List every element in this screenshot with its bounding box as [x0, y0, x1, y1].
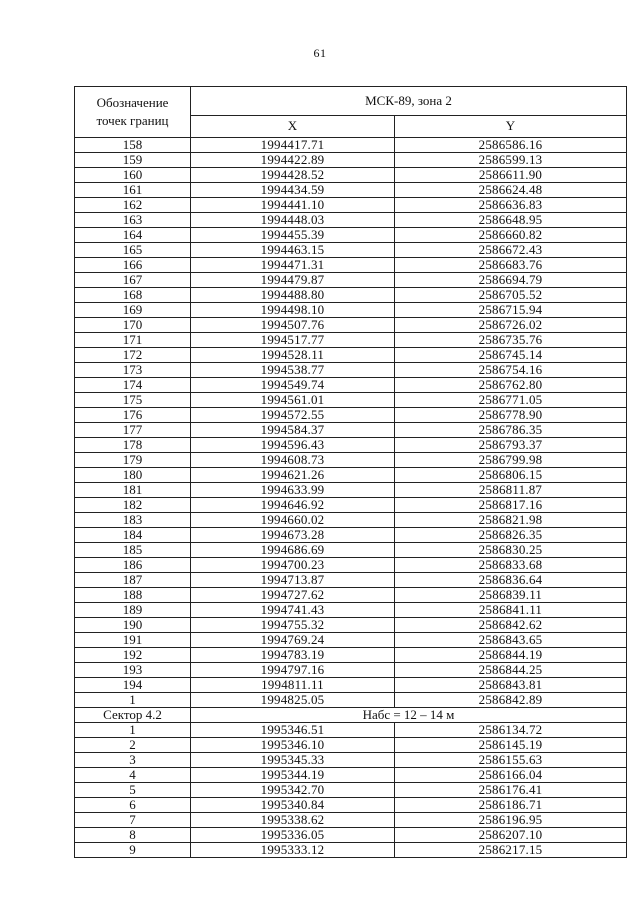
y-value-cell: 2586844.19 [395, 648, 627, 663]
point-cell: 9 [75, 843, 191, 858]
table-row [75, 153, 627, 168]
table-row [75, 693, 627, 708]
y-value-cell: 2586836.64 [395, 573, 627, 588]
y-value-cell: 2586683.76 [395, 258, 627, 273]
x-value-cell: 1994549.74 [191, 378, 395, 393]
table-row [75, 168, 627, 183]
point-cell: 174 [75, 378, 191, 393]
point-header-line1: Обозначение [96, 95, 169, 110]
x-value-cell: 1995340.84 [191, 798, 395, 813]
x-value-cell: 1994441.10 [191, 198, 395, 213]
y-value-cell: 2586715.94 [395, 303, 627, 318]
page-number: 61 [313, 46, 327, 60]
point-cell: 167 [75, 273, 191, 288]
point-cell: 169 [75, 303, 191, 318]
table-row [75, 678, 627, 693]
y-value-cell: 2586771.05 [395, 393, 627, 408]
table-row [75, 438, 627, 453]
point-cell: 176 [75, 408, 191, 423]
x-value-cell: 1994741.43 [191, 603, 395, 618]
table-row [75, 498, 627, 513]
section-row [75, 708, 627, 723]
table-row [75, 288, 627, 303]
y-value-cell: 2586611.90 [395, 168, 627, 183]
table-row [75, 558, 627, 573]
x-value-cell: 1994528.11 [191, 348, 395, 363]
y-value-cell: 2586145.19 [395, 738, 627, 753]
point-cell: 177 [75, 423, 191, 438]
point-cell: 170 [75, 318, 191, 333]
x-value-cell: 1994700.23 [191, 558, 395, 573]
x-value-cell: 1994811.11 [191, 678, 395, 693]
point-cell: 191 [75, 633, 191, 648]
x-column-header: X [191, 115, 395, 137]
table-row [75, 843, 627, 858]
point-cell: 193 [75, 663, 191, 678]
y-value-cell: 2586705.52 [395, 288, 627, 303]
y-value-cell: 2586726.02 [395, 318, 627, 333]
table-row [75, 228, 627, 243]
point-cell: 190 [75, 618, 191, 633]
y-value-cell: 2586624.48 [395, 183, 627, 198]
table-row [75, 528, 627, 543]
y-value-cell: 2586806.15 [395, 468, 627, 483]
table-body-part2 [75, 723, 627, 858]
table-row [75, 378, 627, 393]
point-cell: 187 [75, 573, 191, 588]
x-value-cell: 1994479.87 [191, 273, 395, 288]
x-value-cell: 1995333.12 [191, 843, 395, 858]
point-cell: 4 [75, 768, 191, 783]
table-row [75, 753, 627, 768]
y-value-cell: 2586586.16 [395, 138, 627, 153]
y-value-cell: 2586842.62 [395, 618, 627, 633]
point-cell: 189 [75, 603, 191, 618]
point-cell: 164 [75, 228, 191, 243]
y-value-cell: 2586817.16 [395, 498, 627, 513]
table-row [75, 618, 627, 633]
point-cell: 175 [75, 393, 191, 408]
point-cell: 3 [75, 753, 191, 768]
point-cell: 173 [75, 363, 191, 378]
table-row [75, 138, 627, 153]
y-value-cell: 2586844.25 [395, 663, 627, 678]
x-value-cell: 1994797.16 [191, 663, 395, 678]
y-value-cell: 2586134.72 [395, 723, 627, 738]
y-value-cell: 2586799.98 [395, 453, 627, 468]
x-value-cell: 1994646.92 [191, 498, 395, 513]
y-value-cell: 2586207.10 [395, 828, 627, 843]
point-designation-header [75, 87, 191, 138]
table-row [75, 468, 627, 483]
table-row [75, 663, 627, 678]
y-value-cell: 2586186.71 [395, 798, 627, 813]
table-row [75, 783, 627, 798]
table-row [75, 273, 627, 288]
x-value-cell: 1994448.03 [191, 213, 395, 228]
x-value-cell: 1994517.77 [191, 333, 395, 348]
y-value-cell: 2586176.41 [395, 783, 627, 798]
y-value-cell: 2586843.81 [395, 678, 627, 693]
x-value-cell: 1994561.01 [191, 393, 395, 408]
x-value-cell: 1994417.71 [191, 138, 395, 153]
table-row [75, 258, 627, 273]
table-row [75, 333, 627, 348]
x-value-cell: 1995338.62 [191, 813, 395, 828]
x-value-cell: 1994434.59 [191, 183, 395, 198]
point-cell: 159 [75, 153, 191, 168]
table-row [75, 543, 627, 558]
x-value-cell: 1994471.31 [191, 258, 395, 273]
table-row [75, 303, 627, 318]
y-value-cell: 2586826.35 [395, 528, 627, 543]
point-cell: 180 [75, 468, 191, 483]
y-value-cell: 2586660.82 [395, 228, 627, 243]
point-cell: 7 [75, 813, 191, 828]
y-column-header: Y [395, 115, 627, 137]
x-value-cell: 1994633.99 [191, 483, 395, 498]
y-value-cell: 2586155.63 [395, 753, 627, 768]
table-row [75, 213, 627, 228]
table-row [75, 483, 627, 498]
y-value-cell: 2586599.13 [395, 153, 627, 168]
x-value-cell: 1994507.76 [191, 318, 395, 333]
point-cell: 1 [75, 693, 191, 708]
y-value-cell: 2586672.43 [395, 243, 627, 258]
point-cell: 171 [75, 333, 191, 348]
table-row [75, 393, 627, 408]
point-cell: 182 [75, 498, 191, 513]
table-row [75, 768, 627, 783]
section-divider [75, 708, 627, 723]
x-value-cell: 1994596.43 [191, 438, 395, 453]
x-value-cell: 1994727.62 [191, 588, 395, 603]
table-row [75, 243, 627, 258]
y-value-cell: 2586166.04 [395, 768, 627, 783]
point-cell: 185 [75, 543, 191, 558]
y-value-cell: 2586762.80 [395, 378, 627, 393]
y-value-cell: 2586778.90 [395, 408, 627, 423]
x-value-cell: 1994572.55 [191, 408, 395, 423]
point-cell: 6 [75, 798, 191, 813]
y-value-cell: 2586811.87 [395, 483, 627, 498]
table-row [75, 408, 627, 423]
table-row [75, 573, 627, 588]
y-value-cell: 2586745.14 [395, 348, 627, 363]
table-row [75, 588, 627, 603]
x-value-cell: 1995344.19 [191, 768, 395, 783]
y-value-cell: 2586694.79 [395, 273, 627, 288]
table-row [75, 828, 627, 843]
table-row [75, 183, 627, 198]
y-value-cell: 2586843.65 [395, 633, 627, 648]
y-value-cell: 2586839.11 [395, 588, 627, 603]
point-cell: 179 [75, 453, 191, 468]
point-cell: 162 [75, 198, 191, 213]
point-cell: 5 [75, 783, 191, 798]
x-value-cell: 1994825.05 [191, 693, 395, 708]
point-cell: 8 [75, 828, 191, 843]
table-row [75, 738, 627, 753]
x-value-cell: 1994755.32 [191, 618, 395, 633]
table-body-part1 [75, 138, 627, 708]
y-value-cell: 2586830.25 [395, 543, 627, 558]
x-value-cell: 1994488.80 [191, 288, 395, 303]
point-cell: 178 [75, 438, 191, 453]
y-value-cell: 2586636.83 [395, 198, 627, 213]
x-value-cell: 1995346.10 [191, 738, 395, 753]
section-name: Сектор 4.2 [75, 708, 191, 723]
point-cell: 188 [75, 588, 191, 603]
x-value-cell: 1994422.89 [191, 153, 395, 168]
point-header-line2: точек границ [96, 113, 169, 128]
table-row [75, 423, 627, 438]
table-row [75, 513, 627, 528]
point-cell: 166 [75, 258, 191, 273]
y-value-cell: 2586786.35 [395, 423, 627, 438]
x-value-cell: 1995342.70 [191, 783, 395, 798]
x-value-cell: 1994673.28 [191, 528, 395, 543]
table-row [75, 198, 627, 213]
x-value-cell: 1995345.33 [191, 753, 395, 768]
x-value-cell: 1994584.37 [191, 423, 395, 438]
x-value-cell: 1994686.69 [191, 543, 395, 558]
table-row [75, 363, 627, 378]
point-cell: 160 [75, 168, 191, 183]
y-value-cell: 2586735.76 [395, 333, 627, 348]
table-header [75, 87, 627, 138]
point-cell: 192 [75, 648, 191, 663]
x-value-cell: 1994538.77 [191, 363, 395, 378]
point-cell: 158 [75, 138, 191, 153]
table-row [75, 798, 627, 813]
point-cell: 1 [75, 723, 191, 738]
x-value-cell: 1994608.73 [191, 453, 395, 468]
x-value-cell: 1994713.87 [191, 573, 395, 588]
x-value-cell: 1994769.24 [191, 633, 395, 648]
y-value-cell: 2586821.98 [395, 513, 627, 528]
point-cell: 184 [75, 528, 191, 543]
x-value-cell: 1994455.39 [191, 228, 395, 243]
x-value-cell: 1994621.26 [191, 468, 395, 483]
x-value-cell: 1994498.10 [191, 303, 395, 318]
y-value-cell: 2586196.95 [395, 813, 627, 828]
point-cell: 181 [75, 483, 191, 498]
table-row [75, 318, 627, 333]
x-value-cell: 1994463.15 [191, 243, 395, 258]
point-cell: 161 [75, 183, 191, 198]
point-cell: 168 [75, 288, 191, 303]
coordinates-table [74, 86, 627, 858]
y-value-cell: 2586833.68 [395, 558, 627, 573]
table-row [75, 633, 627, 648]
y-value-cell: 2586754.16 [395, 363, 627, 378]
point-cell: 194 [75, 678, 191, 693]
table-row [75, 813, 627, 828]
x-value-cell: 1994783.19 [191, 648, 395, 663]
x-value-cell: 1995346.51 [191, 723, 395, 738]
point-cell: 172 [75, 348, 191, 363]
table-row [75, 603, 627, 618]
table-row [75, 648, 627, 663]
table-row [75, 348, 627, 363]
point-cell: 183 [75, 513, 191, 528]
y-value-cell: 2586793.37 [395, 438, 627, 453]
y-value-cell: 2586648.95 [395, 213, 627, 228]
table-row [75, 723, 627, 738]
x-value-cell: 1994428.52 [191, 168, 395, 183]
point-cell: 165 [75, 243, 191, 258]
point-cell: 163 [75, 213, 191, 228]
point-cell: 2 [75, 738, 191, 753]
x-value-cell: 1995336.05 [191, 828, 395, 843]
section-elevation: Набс = 12 – 14 м [191, 708, 627, 723]
table-row [75, 453, 627, 468]
coordinate-system-header: МСК-89, зона 2 [191, 87, 627, 116]
x-value-cell: 1994660.02 [191, 513, 395, 528]
point-cell: 186 [75, 558, 191, 573]
y-value-cell: 2586217.15 [395, 843, 627, 858]
y-value-cell: 2586842.89 [395, 693, 627, 708]
y-value-cell: 2586841.11 [395, 603, 627, 618]
